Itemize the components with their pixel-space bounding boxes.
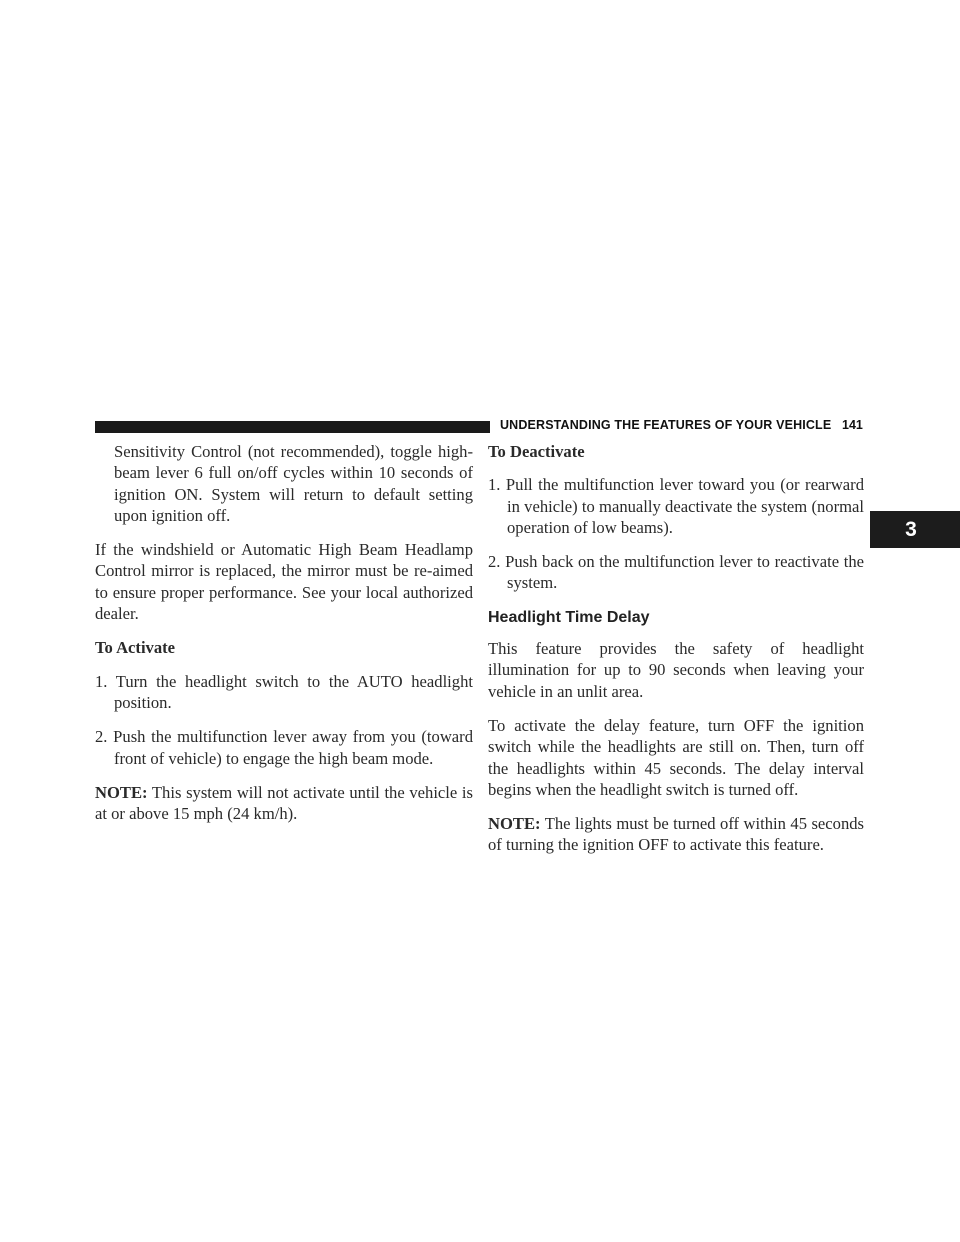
note-text: This system will not activate until the vehicle is at or above 15 mph (24 km/h). (95, 782, 473, 824)
body-paragraph: To activate the delay feature, turn OFF the ignition switch while the headlights are still on. Then, turn off the headlights within 45 seconds. The delay interval begins when the headlight switch is turned off. (488, 715, 864, 799)
deactivate-step-2: 2. Push back on the multifunction lever to reactivate the system. (488, 552, 864, 593)
continued-list-item: Sensitivity Control (not recommended), toggle high-beam lever 6 full on/off cycles within 10 seconds of ignition ON. System will return to default setting upon ignition off. (114, 442, 473, 525)
left-column (95, 441, 473, 837)
page-number: 141 (842, 418, 863, 432)
deactivate-heading: To Deactivate (488, 442, 585, 461)
running-header-title: UNDERSTANDING THE FEATURES OF YOUR VEHICLE (500, 418, 832, 432)
note-paragraph (95, 782, 473, 825)
activate-heading: To Activate (95, 638, 176, 658)
body-paragraph: If the windshield or Automatic High Beam Headlamp Control mirror is replaced, the mirror must be re-aimed to ensure proper performance. See your local authorized dealer. (95, 540, 473, 624)
note-paragraph (488, 813, 864, 856)
note-label: NOTE: (95, 782, 148, 802)
chapter-tab: 3 (870, 511, 960, 548)
activate-step-2: 2. Push the multifunction lever away from you (toward front of vehicle) to engage the high beam mode. (95, 727, 473, 768)
note-text: The lights must be turned off within 45 seconds of turning the ignition OFF to activate this feature. (488, 814, 865, 855)
header-rule (95, 421, 490, 433)
note-label: NOTE: (488, 814, 541, 834)
right-column (488, 441, 864, 869)
body-paragraph: This feature provides the safety of headlight illumination for up to 90 seconds when leaving your vehicle in an unlit area. (488, 639, 864, 701)
activate-step-1: 1. Turn the headlight switch to the AUTO headlight position. (95, 671, 473, 712)
deactivate-step-1: 1. Pull the multifunction lever toward you (or rearward in vehicle) to manually deactivate the system (normal operation of low beams). (488, 475, 864, 537)
section-heading: Headlight Time Delay (488, 608, 650, 626)
